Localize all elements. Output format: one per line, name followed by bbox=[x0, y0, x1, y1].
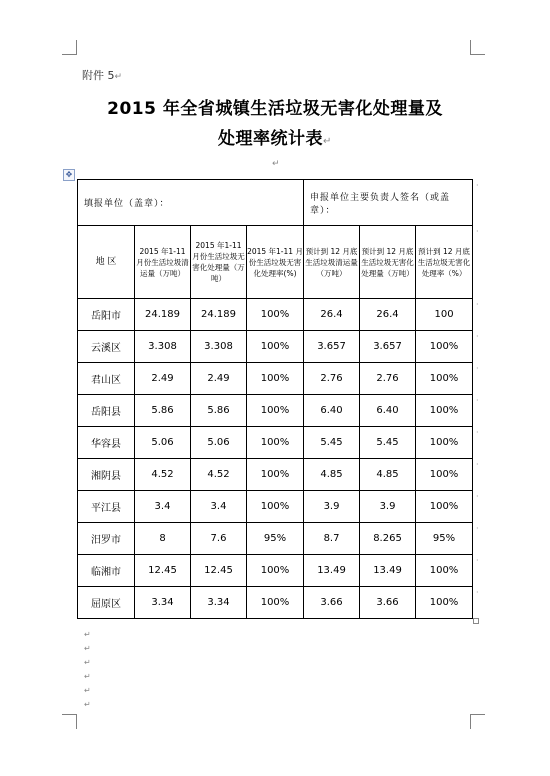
row-end-mark: · bbox=[476, 364, 479, 373]
table-row bbox=[78, 587, 473, 619]
dec-rate-cell[interactable]: 100% bbox=[416, 363, 473, 395]
paragraph-mark-icon: ↵ bbox=[114, 72, 123, 82]
page-corner-mark-top-right bbox=[470, 40, 485, 55]
document-title-line2-text: 处理率统计表 bbox=[218, 129, 324, 149]
jan-nov-rate-cell[interactable]: 100% bbox=[247, 395, 304, 427]
region-cell[interactable]: 汨罗市 bbox=[78, 523, 135, 555]
jan-nov-treated-cell[interactable]: 3.34 bbox=[191, 587, 247, 619]
table-row bbox=[78, 299, 473, 331]
attachment-label bbox=[82, 67, 122, 83]
dec-rate-cell[interactable]: 100% bbox=[416, 331, 473, 363]
paragraph-mark-icon: ↵ bbox=[84, 700, 91, 709]
region-cell[interactable]: 君山区 bbox=[78, 363, 135, 395]
paragraph-mark-icon: ↵ bbox=[84, 630, 91, 639]
row-end-mark: · bbox=[476, 332, 479, 341]
row-end-mark: · bbox=[476, 556, 479, 565]
jan-nov-treated-cell[interactable]: 24.189 bbox=[191, 299, 247, 331]
header-jan-nov-collected: 2015 年1-11 月份生活垃圾清运量（万吨） bbox=[135, 226, 191, 299]
header-region: 地 区 bbox=[78, 226, 135, 299]
dec-rate-cell[interactable]: 100% bbox=[416, 491, 473, 523]
document-title-line2 bbox=[0, 124, 550, 149]
signature-cell[interactable]: 申报单位主要负责人签名（或盖章）： bbox=[304, 180, 473, 226]
table-row bbox=[78, 491, 473, 523]
row-end-mark: · bbox=[476, 181, 479, 190]
row-end-mark: · bbox=[476, 300, 479, 309]
jan-nov-collected-cell[interactable]: 24.189 bbox=[135, 299, 191, 331]
jan-nov-collected-cell[interactable]: 3.308 bbox=[135, 331, 191, 363]
dec-rate-cell[interactable]: 100% bbox=[416, 459, 473, 491]
jan-nov-collected-cell[interactable]: 5.06 bbox=[135, 427, 191, 459]
table-resize-handle-icon[interactable] bbox=[473, 618, 479, 624]
jan-nov-collected-cell[interactable]: 4.52 bbox=[135, 459, 191, 491]
paragraph-mark-icon: ↵ bbox=[84, 686, 91, 695]
jan-nov-treated-cell[interactable]: 2.49 bbox=[191, 363, 247, 395]
region-cell[interactable]: 岳阳县 bbox=[78, 395, 135, 427]
paragraph-mark-icon: ↵ bbox=[84, 644, 91, 653]
row-end-mark: · bbox=[476, 492, 479, 501]
header-dec-collected: 预计到 12 月底生活垃圾清运量（万吨） bbox=[304, 226, 360, 299]
jan-nov-treated-cell[interactable]: 4.52 bbox=[191, 459, 247, 491]
header-jan-nov-rate: 2015 年1-11 月份生活垃圾无害化处理率(%) bbox=[247, 226, 304, 299]
document-title-line1: 2015 年全省城镇生活垃圾无害化处理量及 bbox=[107, 99, 443, 119]
region-cell[interactable]: 华容县 bbox=[78, 427, 135, 459]
jan-nov-rate-cell[interactable]: 100% bbox=[247, 299, 304, 331]
row-end-mark: · bbox=[476, 460, 479, 469]
jan-nov-rate-cell[interactable]: 100% bbox=[247, 331, 304, 363]
row-end-mark: · bbox=[476, 524, 479, 533]
table-row bbox=[78, 331, 473, 363]
dec-collected-cell[interactable]: 5.45 bbox=[304, 427, 360, 459]
fill-unit-cell[interactable]: 填报单位（盖章）： bbox=[78, 180, 304, 226]
table-row bbox=[78, 395, 473, 427]
table-row bbox=[78, 459, 473, 491]
region-cell[interactable]: 云溪区 bbox=[78, 331, 135, 363]
dec-rate-cell[interactable]: 95% bbox=[416, 523, 473, 555]
dec-treated-cell[interactable]: 26.4 bbox=[360, 299, 416, 331]
paragraph-mark-icon: ↵ bbox=[84, 658, 91, 667]
dec-collected-cell[interactable]: 13.49 bbox=[304, 555, 360, 587]
jan-nov-treated-cell[interactable]: 12.45 bbox=[191, 555, 247, 587]
jan-nov-rate-cell[interactable]: 100% bbox=[247, 427, 304, 459]
table-move-handle-icon[interactable]: ✥ bbox=[63, 169, 75, 181]
jan-nov-collected-cell[interactable]: 5.86 bbox=[135, 395, 191, 427]
jan-nov-rate-cell[interactable]: 95% bbox=[247, 523, 304, 555]
row-end-mark: · bbox=[476, 227, 479, 236]
dec-collected-cell[interactable]: 2.76 bbox=[304, 363, 360, 395]
dec-collected-cell[interactable]: 8.7 bbox=[304, 523, 360, 555]
jan-nov-rate-cell[interactable]: 100% bbox=[247, 459, 304, 491]
jan-nov-rate-cell[interactable]: 100% bbox=[247, 363, 304, 395]
table-header-row bbox=[78, 226, 473, 299]
dec-treated-cell[interactable]: 13.49 bbox=[360, 555, 416, 587]
table-row bbox=[78, 523, 473, 555]
jan-nov-treated-cell[interactable]: 5.06 bbox=[191, 427, 247, 459]
dec-treated-cell[interactable]: 2.76 bbox=[360, 363, 416, 395]
empty-paragraph-mark-icon: ↵ bbox=[272, 159, 280, 169]
dec-rate-cell[interactable]: 100% bbox=[416, 427, 473, 459]
page-corner-mark-bottom-right bbox=[470, 714, 485, 729]
jan-nov-rate-cell[interactable]: 100% bbox=[247, 555, 304, 587]
jan-nov-collected-cell[interactable]: 12.45 bbox=[135, 555, 191, 587]
table-info-row bbox=[78, 180, 473, 226]
header-jan-nov-treated: 2015 年1-11 月份生活垃圾无害化处理量（万吨） bbox=[191, 226, 247, 299]
jan-nov-treated-cell[interactable]: 5.86 bbox=[191, 395, 247, 427]
region-cell[interactable]: 屈原区 bbox=[78, 587, 135, 619]
dec-rate-cell[interactable]: 100% bbox=[416, 395, 473, 427]
jan-nov-treated-cell[interactable]: 3.4 bbox=[191, 491, 247, 523]
dec-treated-cell[interactable]: 6.40 bbox=[360, 395, 416, 427]
dec-collected-cell[interactable]: 3.657 bbox=[304, 331, 360, 363]
region-cell[interactable]: 湘阴县 bbox=[78, 459, 135, 491]
row-end-mark: · bbox=[476, 396, 479, 405]
statistics-table bbox=[77, 179, 473, 619]
dec-treated-cell[interactable]: 8.265 bbox=[360, 523, 416, 555]
region-cell[interactable]: 平江县 bbox=[78, 491, 135, 523]
dec-treated-cell[interactable]: 3.66 bbox=[360, 587, 416, 619]
page-corner-mark-top-left bbox=[62, 40, 77, 55]
header-dec-treated: 预计到 12 月底生活垃圾无害化处理量（万吨） bbox=[360, 226, 416, 299]
dec-collected-cell[interactable]: 6.40 bbox=[304, 395, 360, 427]
dec-rate-cell[interactable]: 100 bbox=[416, 299, 473, 331]
region-cell[interactable]: 临湘市 bbox=[78, 555, 135, 587]
jan-nov-rate-cell[interactable]: 100% bbox=[247, 587, 304, 619]
paragraph-mark-icon: ↵ bbox=[84, 672, 91, 681]
dec-collected-cell[interactable]: 4.85 bbox=[304, 459, 360, 491]
header-dec-rate: 预计到 12 月底生活垃圾无害化处理率（%） bbox=[416, 226, 473, 299]
jan-nov-collected-cell[interactable]: 2.49 bbox=[135, 363, 191, 395]
dec-rate-cell[interactable]: 100% bbox=[416, 555, 473, 587]
jan-nov-treated-cell[interactable]: 7.6 bbox=[191, 523, 247, 555]
table-row bbox=[78, 427, 473, 459]
dec-rate-cell[interactable]: 100% bbox=[416, 587, 473, 619]
table-body bbox=[78, 299, 473, 619]
jan-nov-collected-cell[interactable]: 3.34 bbox=[135, 587, 191, 619]
table-row bbox=[78, 555, 473, 587]
jan-nov-treated-cell[interactable]: 3.308 bbox=[191, 331, 247, 363]
row-end-mark: · bbox=[476, 428, 479, 437]
table-row bbox=[78, 363, 473, 395]
dec-treated-cell[interactable]: 4.85 bbox=[360, 459, 416, 491]
jan-nov-collected-cell[interactable]: 3.4 bbox=[135, 491, 191, 523]
region-cell[interactable]: 岳阳市 bbox=[78, 299, 135, 331]
paragraph-mark-icon: ↵ bbox=[323, 136, 332, 147]
jan-nov-collected-cell[interactable]: 8 bbox=[135, 523, 191, 555]
attachment-label-text: 附件 5 bbox=[82, 69, 115, 82]
dec-collected-cell[interactable]: 3.66 bbox=[304, 587, 360, 619]
row-end-mark: · bbox=[476, 588, 479, 597]
dec-collected-cell[interactable]: 26.4 bbox=[304, 299, 360, 331]
dec-treated-cell[interactable]: 5.45 bbox=[360, 427, 416, 459]
dec-treated-cell[interactable]: 3.657 bbox=[360, 331, 416, 363]
dec-treated-cell[interactable]: 3.9 bbox=[360, 491, 416, 523]
page-corner-mark-bottom-left bbox=[62, 714, 77, 729]
empty-paragraph-marks bbox=[84, 630, 94, 714]
jan-nov-rate-cell[interactable]: 100% bbox=[247, 491, 304, 523]
dec-collected-cell[interactable]: 3.9 bbox=[304, 491, 360, 523]
